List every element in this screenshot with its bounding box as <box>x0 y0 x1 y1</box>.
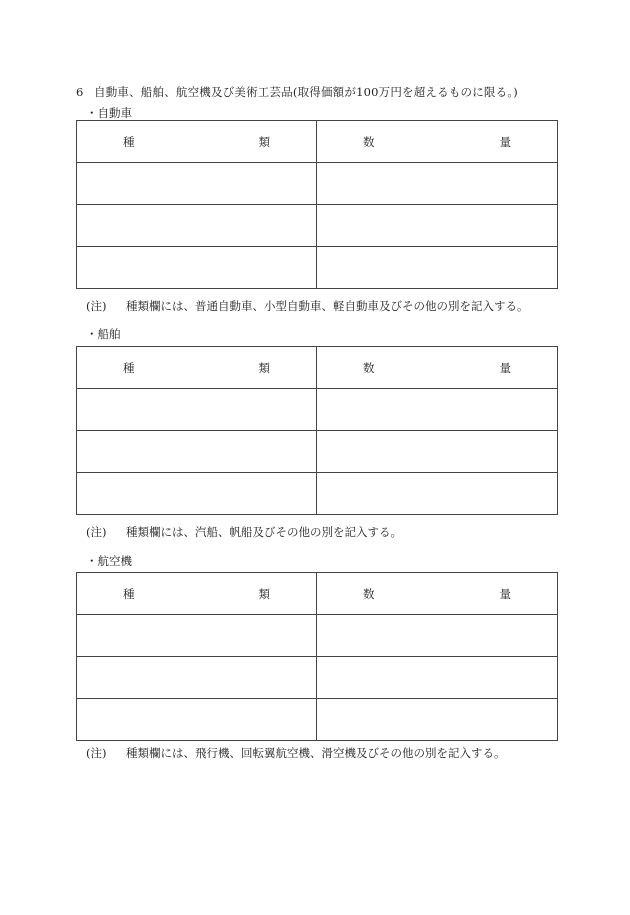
kind-header <box>77 121 317 163</box>
table-header-row <box>77 573 558 615</box>
quantity-cell[interactable] <box>317 657 558 699</box>
quantity-cell[interactable] <box>317 205 558 247</box>
ship-table <box>76 346 558 515</box>
kind-cell[interactable] <box>77 247 317 289</box>
kind-cell[interactable] <box>77 473 317 515</box>
note-mark: (注) <box>86 525 107 539</box>
kind-header-char-1: 種 <box>123 587 135 601</box>
section-number: 6 <box>76 85 84 99</box>
section-title: 自動車、船舶、航空機及び美術工芸品(取得価額が100万円を超えるものに限る。) <box>94 85 518 99</box>
car-note-text: 種類欄には、普通自動車、小型自動車、軽自動車及びその他の別を記入する。 <box>126 299 529 313</box>
quantity-header-char-2: 量 <box>499 361 511 375</box>
kind-cell[interactable] <box>77 163 317 205</box>
kind-cell[interactable] <box>77 389 317 431</box>
table-row <box>77 205 558 247</box>
aircraft-note <box>86 745 506 761</box>
aircraft-table <box>76 572 558 741</box>
quantity-header-char-2: 量 <box>499 587 511 601</box>
kind-cell[interactable] <box>77 657 317 699</box>
quantity-cell[interactable] <box>317 699 558 741</box>
table-row <box>77 473 558 515</box>
table-header-row <box>77 347 558 389</box>
table-header-row <box>77 121 558 163</box>
quantity-header <box>317 121 558 163</box>
quantity-cell[interactable] <box>317 473 558 515</box>
table-row <box>77 699 558 741</box>
quantity-header-char-1: 数 <box>363 587 375 601</box>
kind-header-char-1: 種 <box>123 135 135 149</box>
quantity-header-char-2: 量 <box>499 135 511 149</box>
kind-cell[interactable] <box>77 615 317 657</box>
quantity-header <box>317 347 558 389</box>
ship-note-text: 種類欄には、汽船、帆船及びその他の別を記入する。 <box>126 525 402 539</box>
kind-cell[interactable] <box>77 431 317 473</box>
kind-header-char-2: 類 <box>258 135 270 149</box>
kind-header-char-2: 類 <box>258 361 270 375</box>
car-table <box>76 120 558 289</box>
kind-cell[interactable] <box>77 205 317 247</box>
kind-cell[interactable] <box>77 699 317 741</box>
table-row <box>77 657 558 699</box>
quantity-cell[interactable] <box>317 615 558 657</box>
quantity-cell[interactable] <box>317 389 558 431</box>
quantity-header <box>317 573 558 615</box>
aircraft-section-label: ・航空機 <box>86 554 132 568</box>
quantity-cell[interactable] <box>317 163 558 205</box>
table-row <box>77 163 558 205</box>
kind-header-char-2: 類 <box>258 587 270 601</box>
car-note <box>86 298 529 314</box>
ship-note <box>86 524 402 540</box>
kind-header <box>77 573 317 615</box>
note-mark: (注) <box>86 746 107 760</box>
note-mark: (注) <box>86 299 107 313</box>
ship-section-label: ・船舶 <box>86 327 121 341</box>
kind-header <box>77 347 317 389</box>
table-row <box>77 431 558 473</box>
quantity-cell[interactable] <box>317 247 558 289</box>
quantity-cell[interactable] <box>317 431 558 473</box>
kind-header-char-1: 種 <box>123 361 135 375</box>
table-row <box>77 389 558 431</box>
aircraft-note-text: 種類欄には、飛行機、回転翼航空機、滑空機及びその他の別を記入する。 <box>126 746 506 760</box>
table-row <box>77 615 558 657</box>
quantity-header-char-1: 数 <box>363 135 375 149</box>
car-section-label: ・自動車 <box>86 106 132 120</box>
section-heading <box>76 84 518 100</box>
table-row <box>77 247 558 289</box>
quantity-header-char-1: 数 <box>363 361 375 375</box>
